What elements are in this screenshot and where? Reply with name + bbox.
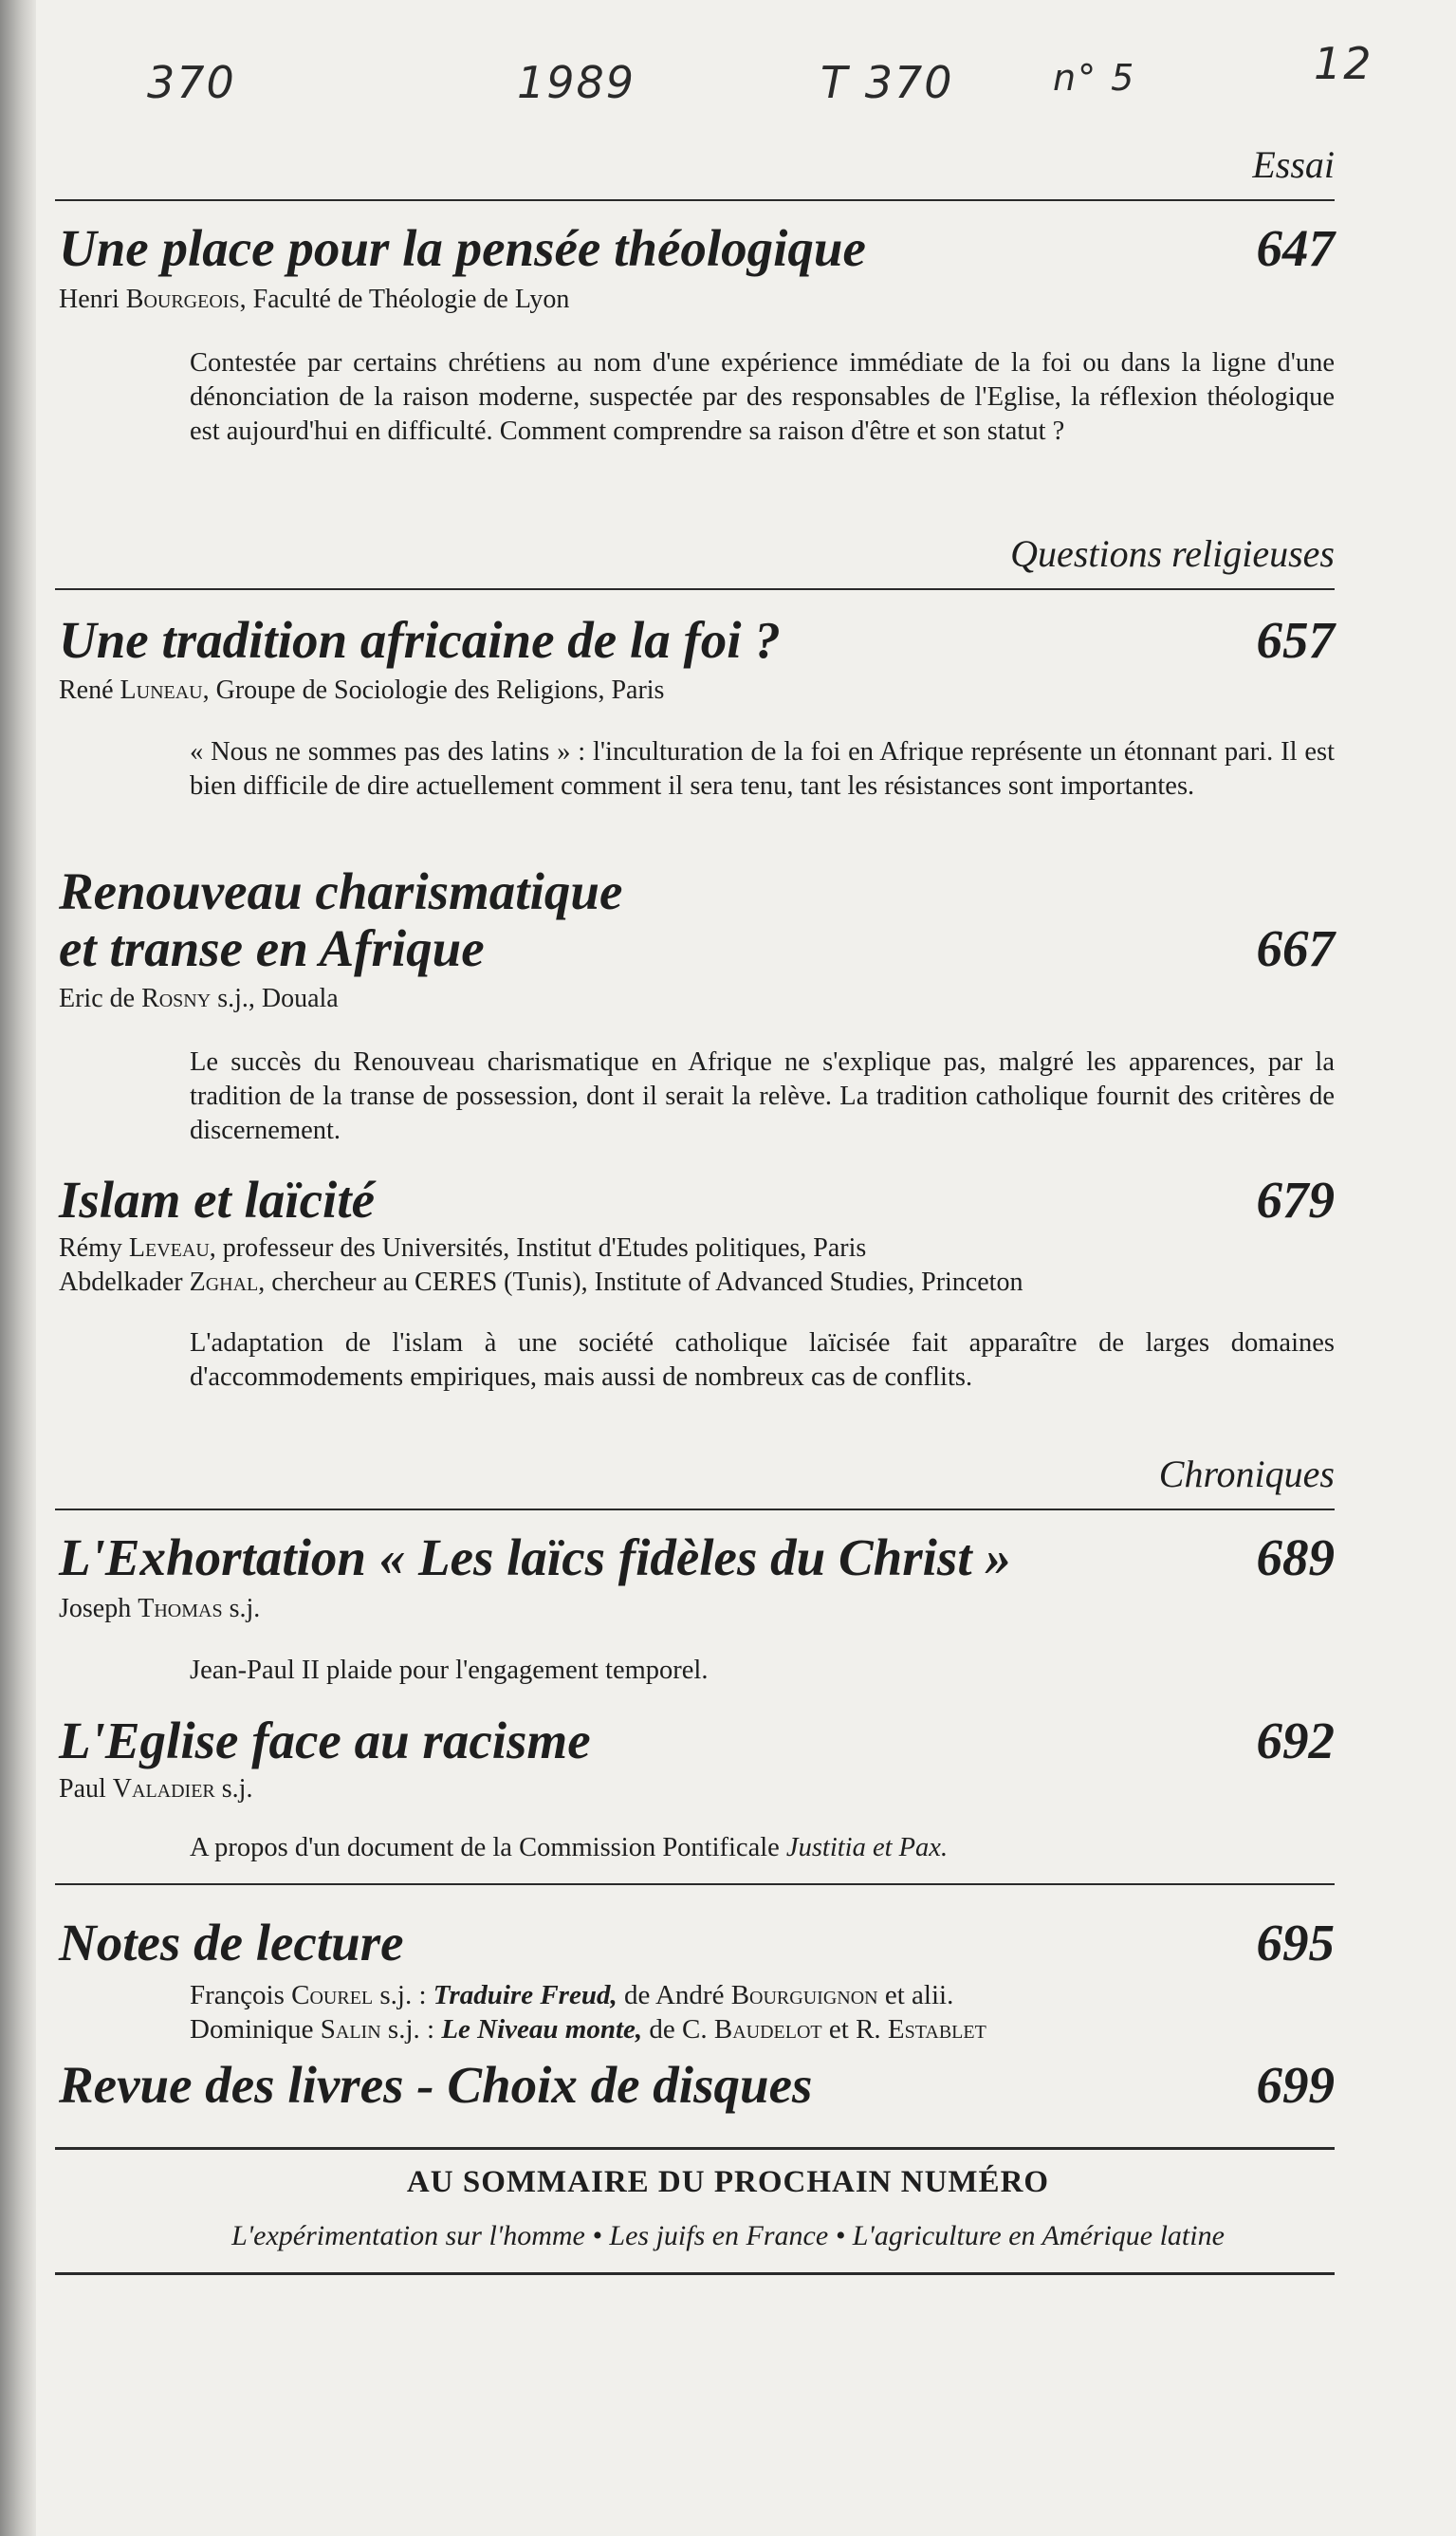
book-title: Le Niveau monte, (441, 2014, 643, 2045)
author-first: Joseph (59, 1594, 132, 1623)
author-last: Rosny (141, 984, 212, 1013)
article-title: L'Eglise face au racisme (59, 1712, 591, 1769)
article-title: Une tradition africaine de la foi ? (59, 611, 781, 669)
article-page: 647 (1256, 219, 1335, 277)
notes-title: Notes de lecture (59, 1914, 404, 1971)
article-abstract (190, 1831, 1335, 1865)
handwritten-note-370: 370 (147, 57, 236, 108)
article-abstract: L'adaptation de l'islam à une société catholique laïcisée fait apparaître de larges domaines d'accommodements empiriques, mais aussi de nombreux cas de conflits. (190, 1328, 1335, 1392)
author-last: Luneau (120, 676, 203, 705)
author-affiliation: , chercheur au CERES (Tunis), Institute of Advanced Studies, Princeton (258, 1268, 1023, 1297)
author-last: Leveau (128, 1233, 210, 1263)
article-author (59, 283, 569, 317)
bullet: • (592, 2220, 602, 2251)
article-author (59, 674, 664, 708)
rule-prochain-top (55, 2147, 1335, 2150)
author-affiliation: s.j. (222, 1594, 261, 1623)
book-author-prefix: de C. (642, 2014, 714, 2045)
author-first: Rémy (59, 1233, 122, 1263)
article-author (59, 1231, 866, 1266)
author-affiliation: , Faculté de Théologie de Lyon (239, 285, 570, 314)
section-essai: Essai (1252, 143, 1335, 186)
article-title: Une place pour la pensée théologique (59, 219, 866, 277)
author-first: Henri (59, 285, 120, 314)
author-last: Zghal (189, 1268, 259, 1297)
handwritten-note-issue: n° 5 (1053, 57, 1136, 99)
article-title: L'Exhortation « Les laïcs fidèles du Christ » (59, 1528, 1011, 1586)
article-author (59, 1772, 252, 1806)
author-last: Thomas (138, 1594, 223, 1623)
author-first: René (59, 676, 114, 705)
author-affiliation: , professeur des Universités, Institut d'Etudes politiques, Paris (209, 1233, 867, 1263)
rule-prochain-bottom (55, 2272, 1335, 2275)
reviewer-last: Courel (291, 1980, 374, 2010)
notes-line-1 (190, 1978, 953, 2012)
section-chroniques: Chroniques (1158, 1453, 1335, 1495)
article-abstract: Jean-Paul II plaide pour l'engagement temporel. (190, 1656, 709, 1685)
article-page: 689 (1256, 1528, 1335, 1586)
book-author-2: Establet (887, 2014, 986, 2045)
book-author-suffix: et alii. (877, 1980, 954, 2010)
article-author (59, 982, 339, 1016)
prochain-item: Les juifs en France (609, 2220, 829, 2251)
author-last: Bourgeois (125, 285, 240, 314)
article-page: 667 (1256, 919, 1335, 977)
author-first: Eric de (59, 984, 136, 1013)
reviewer-first: François (190, 1980, 285, 2010)
article-title-line2: et transe en Afrique (59, 919, 485, 977)
abstract-text: A propos d'un document de la Commission Pontificale (190, 1833, 786, 1862)
notes-line-2 (190, 2012, 986, 2046)
book-author: Baudelot (713, 2014, 822, 2045)
article-page: 679 (1256, 1171, 1335, 1229)
handwritten-note-catalog: T 370 (820, 57, 954, 108)
prochain-items (0, 2220, 1456, 2252)
reviewer-first: Dominique (190, 2014, 314, 2045)
article-abstract: Le succès du Renouveau charismatique en Afrique ne s'explique pas, malgré les apparences, par la tradition de la transe de possession, dont il serait la relève. La tradition catholique fournit des critères de discernement. (190, 1047, 1335, 1145)
article-page: 657 (1256, 611, 1335, 669)
book-author-join: et R. (821, 2014, 888, 2045)
prochain-item: L'agriculture en Amérique latine (852, 2220, 1225, 2251)
author-first: Paul (59, 1774, 106, 1804)
author-last: Valadier (112, 1774, 215, 1804)
prochain-item: L'expérimentation sur l'homme (231, 2220, 585, 2251)
book-title: Traduire Freud, (433, 1980, 617, 2010)
author-affiliation: s.j. (214, 1774, 253, 1804)
rule-notes (55, 1883, 1335, 1885)
rule-essai (55, 199, 1335, 201)
book-author-prefix: de André (617, 1980, 731, 2010)
revue-page: 699 (1256, 2056, 1335, 2114)
book-author: Bourguignon (730, 1980, 878, 2010)
article-abstract: Contestée par certains chrétiens au nom d'une expérience immédiate de la foi ou dans la ligne d'une dénonciation de la raison moderne, suspectée par des responsables de l'Eglise, la réflexion théologique est aujourd'hui en difficulté. Comment comprendre sa raison d'être et son statut ? (190, 348, 1335, 446)
reviewer-suffix: s.j. : (373, 1980, 433, 2010)
author-affiliation: , Groupe de Sociologie des Religions, Paris (202, 676, 665, 705)
section-questions-religieuses: Questions religieuses (1010, 532, 1335, 575)
article-author-2 (59, 1266, 1023, 1300)
article-title-line1: Renouveau charismatique (59, 862, 623, 920)
abstract-emphasis: Justitia et Pax. (785, 1833, 949, 1862)
scan-edge-shadow (0, 0, 36, 2536)
article-author (59, 1592, 260, 1626)
revue-title: Revue des livres - Choix de disques (59, 2056, 813, 2114)
article-title: Islam et laïcité (59, 1171, 376, 1229)
rule-questions (55, 588, 1335, 590)
notes-page: 695 (1256, 1914, 1335, 1971)
article-page: 692 (1256, 1712, 1335, 1769)
rule-chroniques (55, 1509, 1335, 1510)
author-first: Abdelkader (59, 1268, 183, 1297)
handwritten-note-year: 1989 (517, 57, 636, 108)
reviewer-last: Salin (320, 2014, 381, 2045)
handwritten-note-12: 12 (1314, 38, 1373, 89)
bullet: • (835, 2220, 846, 2251)
author-affiliation: s.j., Douala (211, 984, 339, 1013)
reviewer-suffix: s.j. : (380, 2014, 442, 2045)
article-abstract: « Nous ne sommes pas des latins » : l'inculturation de la foi en Afrique représente un étonnant pari. Il est bien difficile de dire actuellement comment il sera tenu, tant les résistances sont importantes. (190, 737, 1335, 801)
prochain-heading: AU SOMMAIRE DU PROCHAIN NUMÉRO (406, 2165, 1050, 2199)
